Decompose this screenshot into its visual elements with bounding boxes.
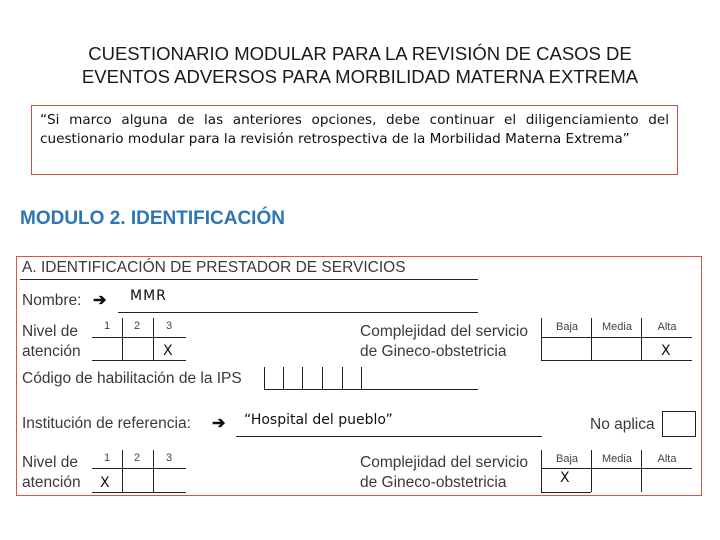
complejidad-label-2-line-2: de Gineco-obstetricia [360,474,507,491]
complejidad-2-col-baja: Baja [555,453,579,465]
nivel-col-3: 3 [165,320,173,332]
complejidad-divider-1 [591,318,592,360]
codigo-line[interactable] [264,389,478,390]
nivel-label-2-line-1: Nivel de [22,454,78,471]
complejidad-2-mark[interactable]: X [560,470,570,486]
nivel-2-divider-2 [153,450,154,492]
arrow-icon-2: ➔ [212,415,226,432]
complejidad-label-2-line-1: Complejidad del servicio [360,454,528,471]
document-title [0,42,720,88]
complejidad-col-media: Media [602,321,632,333]
instruction-note: “Si marco alguna de las anteriores opciones, debe continuar el diligenciamiento del cuestionario modular para la revisión retrospectiva de la Morbilidad Materna Extrema” [31,105,678,175]
complejidad-col-alta: Alta [657,321,677,333]
nombre-line [118,312,478,313]
nivel-col-2: 2 [133,320,141,332]
complejidad-2-bottom-line [541,492,591,493]
nivel-divider-1 [122,318,123,360]
complejidad-2-col-media: Media [602,453,632,465]
nivel-header-line [92,337,186,338]
complejidad-label-line-1: Complejidad del servicio [360,323,528,340]
nivel-2-col-2: 2 [133,452,141,464]
nivel-divider-2 [153,318,154,360]
arrow-icon: ➔ [93,292,107,309]
nivel-label-line-1: Nivel de [22,323,78,340]
codigo-box-6 [361,367,362,389]
complejidad-col-baja: Baja [555,321,579,333]
module-title: MODULO 2. IDENTIFICACIÓN [20,208,285,229]
complejidad-header-line [541,337,692,338]
section-underline [20,279,478,280]
codigo-label: Código de habilitación de la IPS [22,370,242,387]
nivel-bottom-line [92,360,186,361]
nombre-label: Nombre: [22,292,82,309]
nivel-label-2 [22,453,81,493]
complejidad-1-mark[interactable]: X [661,343,671,359]
complejidad-bottom-line [541,360,692,361]
referencia-label: Institución de referencia: [22,415,191,432]
codigo-box-2 [283,367,284,389]
complejidad-2-header-line [541,468,692,469]
codigo-box-1 [264,367,265,389]
no-aplica-label: No aplica [590,416,655,433]
nivel-2-header-line [92,468,186,469]
complejidad-label [360,322,528,362]
codigo-box-4 [322,367,323,389]
nivel-1-mark[interactable]: X [163,343,173,359]
codigo-box-3 [302,367,303,389]
complejidad-2-col-alta: Alta [657,453,677,465]
nivel-2-divider-1 [122,450,123,492]
complejidad-divider-0 [541,318,542,360]
complejidad-2-divider-2 [641,450,642,492]
nombre-value[interactable]: MMR [130,288,167,304]
nivel-2-col-3: 3 [165,452,173,464]
referencia-value[interactable]: “Hospital del pueblo” [244,412,393,428]
section-title: A. IDENTIFICACIÓN DE PRESTADOR DE SERVICIOS [22,259,406,276]
nivel-2-col-1: 1 [103,452,111,464]
no-aplica-checkbox[interactable] [662,411,696,437]
nivel-label-2-line-2: atención [22,474,81,491]
nivel-2-mark[interactable]: X [100,475,110,491]
title-line-2: EVENTOS ADVERSOS PARA MORBILIDAD MATERNA EXTREMA [81,66,639,87]
nivel-col-1: 1 [103,320,111,332]
nivel-2-bottom-line [92,492,186,493]
complejidad-2-divider-0 [541,450,542,492]
nivel-label [22,322,81,362]
nivel-label-line-2: atención [22,343,81,360]
title-line-1: CUESTIONARIO MODULAR PARA LA REVISIÓN DE CASOS DE [88,43,632,64]
complejidad-2-divider-1 [591,450,592,492]
complejidad-label-2 [360,453,528,493]
codigo-box-5 [342,367,343,389]
complejidad-label-line-2: de Gineco-obstetricia [360,343,507,360]
referencia-line [236,436,542,437]
complejidad-divider-2 [641,318,642,360]
